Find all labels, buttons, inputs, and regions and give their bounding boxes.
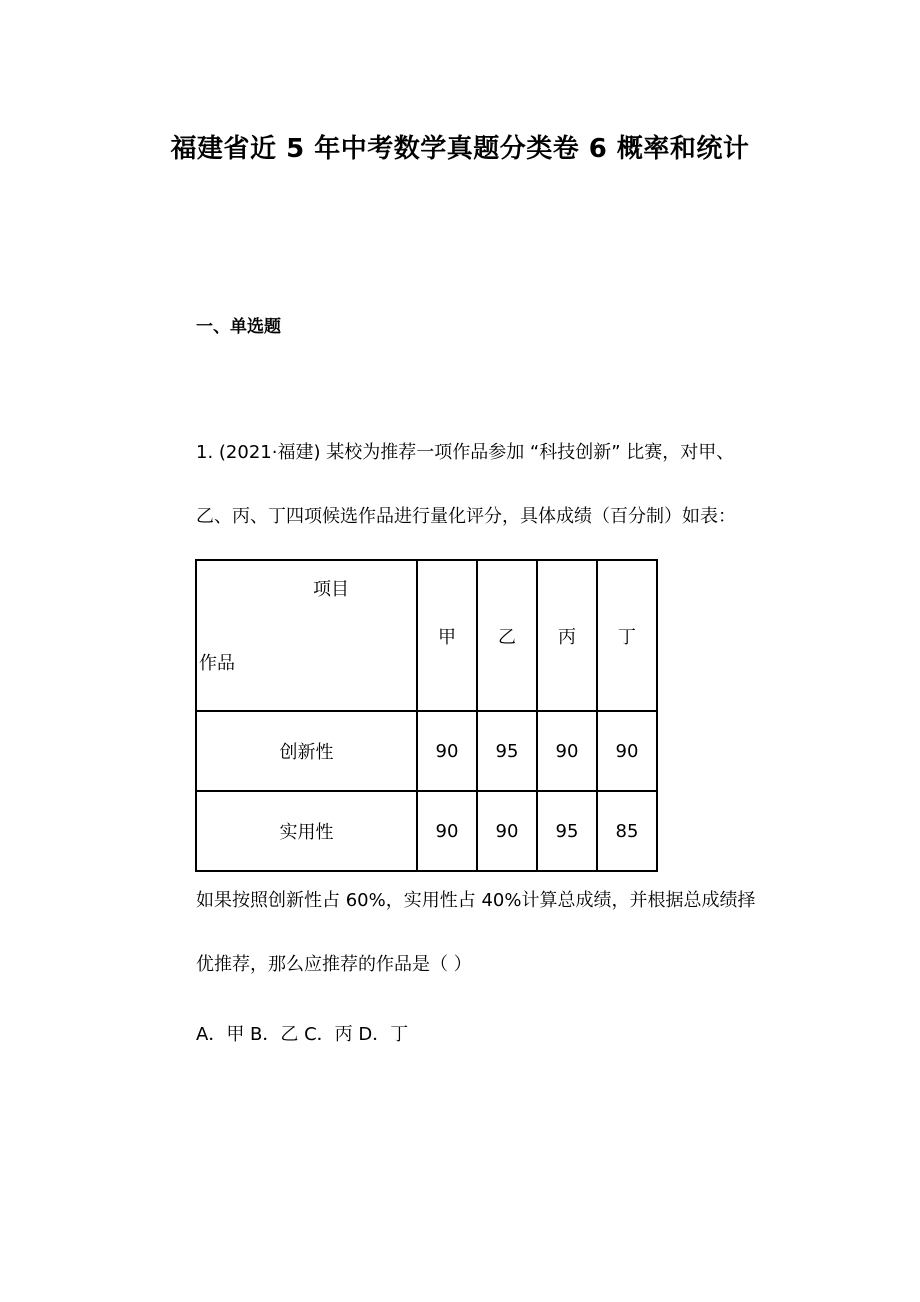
question-text-line-4: 优推荐，那么应推荐的作品是（ ） [196, 954, 472, 975]
row-label: 实用性 [196, 791, 417, 871]
table-cell: 90 [597, 711, 657, 791]
row-label: 创新性 [196, 711, 417, 791]
answer-options: A．甲 B．乙 C．丙 D．丁 [196, 1024, 409, 1045]
table-cell: 85 [597, 791, 657, 871]
section-heading: 一、单选题 [196, 317, 281, 337]
column-header-jia: 甲 [417, 560, 477, 711]
corner-label-work: 作品 [199, 653, 235, 674]
question-text-line-2: 乙、丙、丁四项候选作品进行量化评分，具体成绩（百分制）如表： [196, 506, 736, 527]
corner-label-item: 项目 [313, 579, 349, 600]
column-header-ding: 丁 [597, 560, 657, 711]
question-text-line-1: 1. (2021·福建) 某校为推荐一项作品参加 “科技创新” 比赛，对甲、 [196, 442, 735, 463]
table-cell: 90 [477, 791, 537, 871]
table-corner-cell [196, 560, 417, 711]
column-header-yi: 乙 [477, 560, 537, 711]
question-text-line-3: 如果按照创新性占 60%，实用性占 40%计算总成绩，并根据总成绩择 [196, 890, 756, 911]
table-cell: 95 [477, 711, 537, 791]
score-table [195, 559, 658, 872]
column-header-bing: 丙 [537, 560, 597, 711]
document-title: 福建省近 5 年中考数学真题分类卷 6 概率和统计 [170, 134, 750, 164]
table-header-row [196, 560, 657, 711]
table-cell: 90 [537, 711, 597, 791]
table-cell: 95 [537, 791, 597, 871]
table-cell: 90 [417, 791, 477, 871]
table-row [196, 791, 657, 871]
table-row [196, 711, 657, 791]
table-cell: 90 [417, 711, 477, 791]
